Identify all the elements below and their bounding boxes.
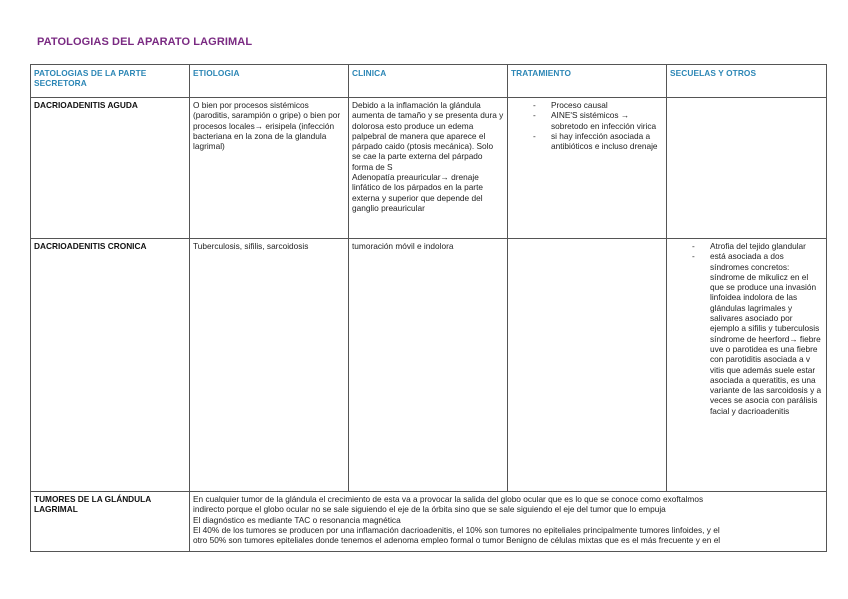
row-name-aguda: DACRIOADENITIS AGUDA bbox=[31, 98, 190, 239]
list-item: - AINE'S sistémicos → sobretodo en infección virica bbox=[533, 110, 663, 131]
table-row bbox=[31, 239, 827, 492]
row-name-cronica: DACRIOADENITIS CRONICA bbox=[31, 239, 190, 492]
tumores-line: El diagnóstico es mediante TAC o resonancia magnética bbox=[193, 514, 401, 525]
clinica-aguda-text: Debido a la inflamación la glándula aumenta de tamaño y se presenta dura y dolorosa esto produce un edema palpebral de manera que aparece el párpado caido (ptosis mecánica). Solo se cae la parte externa del párpado forma de S bbox=[352, 100, 504, 172]
pathology-table bbox=[30, 64, 827, 552]
clinica-aguda-text-2: Adenopatía preauricular→ drenaje linfático de los párpados en la parte externa y superior que depende del ganglio preauricular bbox=[352, 172, 483, 213]
list-item: - si hay infección asociada a antibióticos e incluso drenaje bbox=[533, 131, 663, 152]
tumores-line: indirecto porque el globo ocular no se sale siguiendo el eje de la órbita sino que se sale siguiendo el eje del tumor que lo empuja bbox=[193, 504, 666, 515]
list-item: - Proceso causal bbox=[533, 100, 663, 110]
header-etiologia: ETIOLOGIA bbox=[190, 65, 349, 98]
header-tratamiento: TRATAMIENTO bbox=[508, 65, 667, 98]
table-row bbox=[31, 492, 827, 552]
header-patologias: PATOLOGIAS DE LA PARTE SECRETORA bbox=[31, 65, 190, 98]
cell-tumores-text bbox=[190, 492, 827, 552]
list-item: - está asociada a dos síndromes concretos: síndrome de mikulicz en el que se produce una invasión linfoidea indolora de las glándulas lagrimales y salivares asociado por ejemplo a sifilis y tuberculosis síndrome de heerford→ fiebre uve o parotidea es una fiebre con parotiditis asociada a v vitis que además suele estar asociada a queratitis, es una variante de las sarcoidosis y a veces se asocia con parálisis facial y dacrioadenitis bbox=[692, 251, 823, 416]
list-item: - Atrofia del tejido glandular bbox=[692, 241, 823, 251]
cell-secuelas-cronica bbox=[667, 239, 827, 492]
cell-tratamiento-aguda bbox=[508, 98, 667, 239]
cell-tratamiento-cronica bbox=[508, 239, 667, 492]
cell-clinica-aguda bbox=[349, 98, 508, 239]
cell-etiologia-aguda: O bien por procesos sistémicos (paroditis, sarampión o gripe) o bien por procesos locales→ erisipela (infección bacteriana en la zona de la glandula lagrimal) bbox=[190, 98, 349, 239]
tratamiento-list bbox=[511, 100, 663, 151]
cell-secuelas-aguda bbox=[667, 98, 827, 239]
secuelas-list bbox=[670, 241, 823, 416]
tumores-line: otro 50% son tumores epiteliales donde tenemos el adenoma empleo formal o tumor Benigno de células mixtas que es el más frecuente y en el bbox=[193, 535, 721, 546]
cell-clinica-cronica: tumoración móvil e indolora bbox=[349, 239, 508, 492]
header-clinica: CLINICA bbox=[349, 65, 508, 98]
header-secuelas: SECUELAS Y OTROS bbox=[667, 65, 827, 98]
tumores-line: El 40% de los tumores se producen por una inflamación dacrioadenitis, el 10% son tumores no epiteliales principalmente tumores linfoides, y el bbox=[193, 524, 720, 535]
table-header-row bbox=[31, 65, 827, 98]
tumores-line: En cualquier tumor de la glándula el crecimiento de esta va a provocar la salida del globo ocular que es lo que se conoce como exoftalmos bbox=[193, 494, 704, 504]
table-row bbox=[31, 98, 827, 239]
row-name-tumores: TUMORES DE LA GLÁNDULA LAGRIMAL bbox=[31, 492, 190, 552]
page-title: PATOLOGIAS DEL APARATO LAGRIMAL bbox=[37, 36, 253, 48]
cell-etiologia-cronica: Tuberculosis, sifilis, sarcoidosis bbox=[190, 239, 349, 492]
